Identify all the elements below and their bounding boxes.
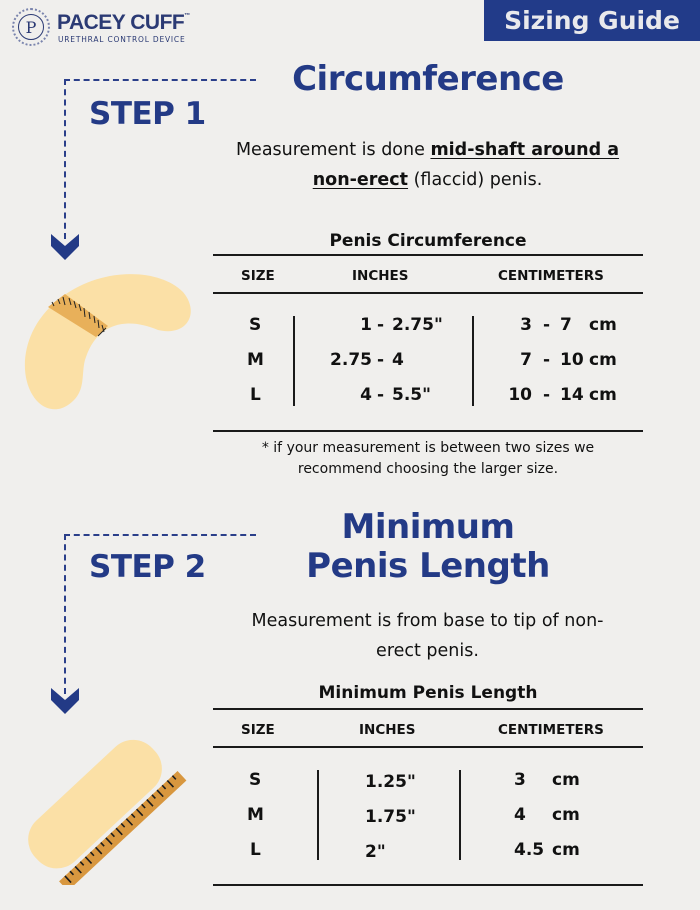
column-header-centimeters: CENTIMETERS	[498, 268, 604, 284]
dashed-connector-vertical	[64, 79, 66, 239]
size-cell: L	[250, 840, 261, 860]
table-rule	[213, 430, 643, 432]
size-cell: M	[247, 805, 264, 825]
desc-line-1: Measurement is from base to tip of non-	[251, 611, 604, 631]
cm-from: 7	[520, 350, 532, 370]
step-2-label: STEP 2	[89, 549, 206, 585]
ruler-length-icon	[18, 715, 193, 885]
size-cell: M	[247, 350, 264, 370]
brand-name	[57, 11, 190, 35]
dash: -	[377, 385, 385, 405]
dashed-connector-vertical	[64, 534, 66, 694]
inches-cell: 1.25"	[365, 772, 416, 792]
brand-tagline: URETHRAL CONTROL DEVICE	[58, 35, 186, 44]
cm-from: 10	[508, 385, 532, 405]
desc-emphasis-1: mid-shaft around a	[430, 140, 620, 160]
column-divider	[459, 770, 461, 860]
inches-to: 5.5"	[392, 385, 431, 405]
dash: -	[377, 350, 385, 370]
dash: -	[377, 315, 385, 335]
step-2-title	[270, 508, 586, 586]
step-2-title-line-2: Penis Length	[306, 546, 550, 586]
cm-unit: cm	[552, 805, 580, 825]
cm-cell: 3	[514, 770, 526, 790]
inches-cell: 2"	[365, 842, 386, 862]
sizing-note	[213, 438, 643, 480]
desc-emphasis-2: non-erect	[312, 170, 409, 190]
cm-unit: cm	[589, 385, 617, 405]
trademark: ™	[184, 13, 190, 19]
chevron-down-icon	[51, 680, 79, 714]
cm-unit: cm	[552, 840, 580, 860]
inches-from: 2.75	[330, 350, 372, 370]
note-line-1: * if your measurement is between two sizes we	[261, 440, 595, 456]
cm-cell: 4.5	[514, 840, 545, 860]
desc-text: Measurement is done	[235, 140, 431, 160]
note-line-2: recommend choosing the larger size.	[297, 461, 559, 477]
column-header-size: SIZE	[241, 722, 275, 738]
dash: -	[543, 315, 551, 335]
inches-cell: 1.75"	[365, 807, 416, 827]
tape-measure-circumference-icon	[18, 262, 198, 412]
chevron-down-icon	[51, 226, 79, 260]
dash: -	[543, 350, 551, 370]
circumference-table-title: Penis Circumference	[329, 231, 527, 251]
length-table-title: Minimum Penis Length	[318, 683, 538, 703]
table-rule	[213, 708, 643, 710]
cm-from: 3	[520, 315, 532, 335]
inches-to: 4	[392, 350, 404, 370]
table-rule	[213, 746, 643, 748]
cm-to: 10	[560, 350, 584, 370]
inches-from: 1	[360, 315, 372, 335]
desc-text-end: (flaccid) penis.	[408, 170, 543, 190]
dash: -	[543, 385, 551, 405]
column-divider	[317, 770, 319, 860]
step-2-title-line-1: Minimum	[341, 507, 515, 547]
inches-from: 4	[360, 385, 372, 405]
column-header-size: SIZE	[241, 268, 275, 284]
column-header-inches: INCHES	[352, 268, 409, 284]
brand-name-text: PACEY CUFF	[57, 11, 185, 34]
logo-letter: P	[18, 14, 44, 40]
step-1-label: STEP 1	[89, 96, 206, 132]
column-divider	[293, 316, 295, 406]
step-1-title: Circumference	[292, 59, 564, 99]
column-header-inches: INCHES	[359, 722, 416, 738]
table-rule	[213, 254, 643, 256]
step-2-description	[215, 606, 640, 666]
cm-unit: cm	[552, 770, 580, 790]
cm-unit: cm	[589, 350, 617, 370]
cm-to: 7	[560, 315, 572, 335]
desc-line-2: erect penis.	[376, 641, 479, 661]
table-rule	[213, 884, 643, 886]
cm-unit: cm	[589, 315, 617, 335]
column-divider	[472, 316, 474, 406]
logo-badge-icon	[12, 8, 50, 46]
size-cell: S	[249, 315, 262, 335]
dashed-connector-horizontal	[64, 534, 256, 536]
cm-cell: 4	[514, 805, 526, 825]
column-header-centimeters: CENTIMETERS	[498, 722, 604, 738]
inches-to: 2.75"	[392, 315, 443, 335]
size-cell: L	[250, 385, 261, 405]
size-cell: S	[249, 770, 262, 790]
step-1-description	[215, 135, 640, 195]
dashed-connector-horizontal	[64, 79, 256, 81]
cm-to: 14	[560, 385, 584, 405]
table-rule	[213, 292, 643, 294]
sizing-guide-banner: Sizing Guide	[484, 0, 700, 41]
